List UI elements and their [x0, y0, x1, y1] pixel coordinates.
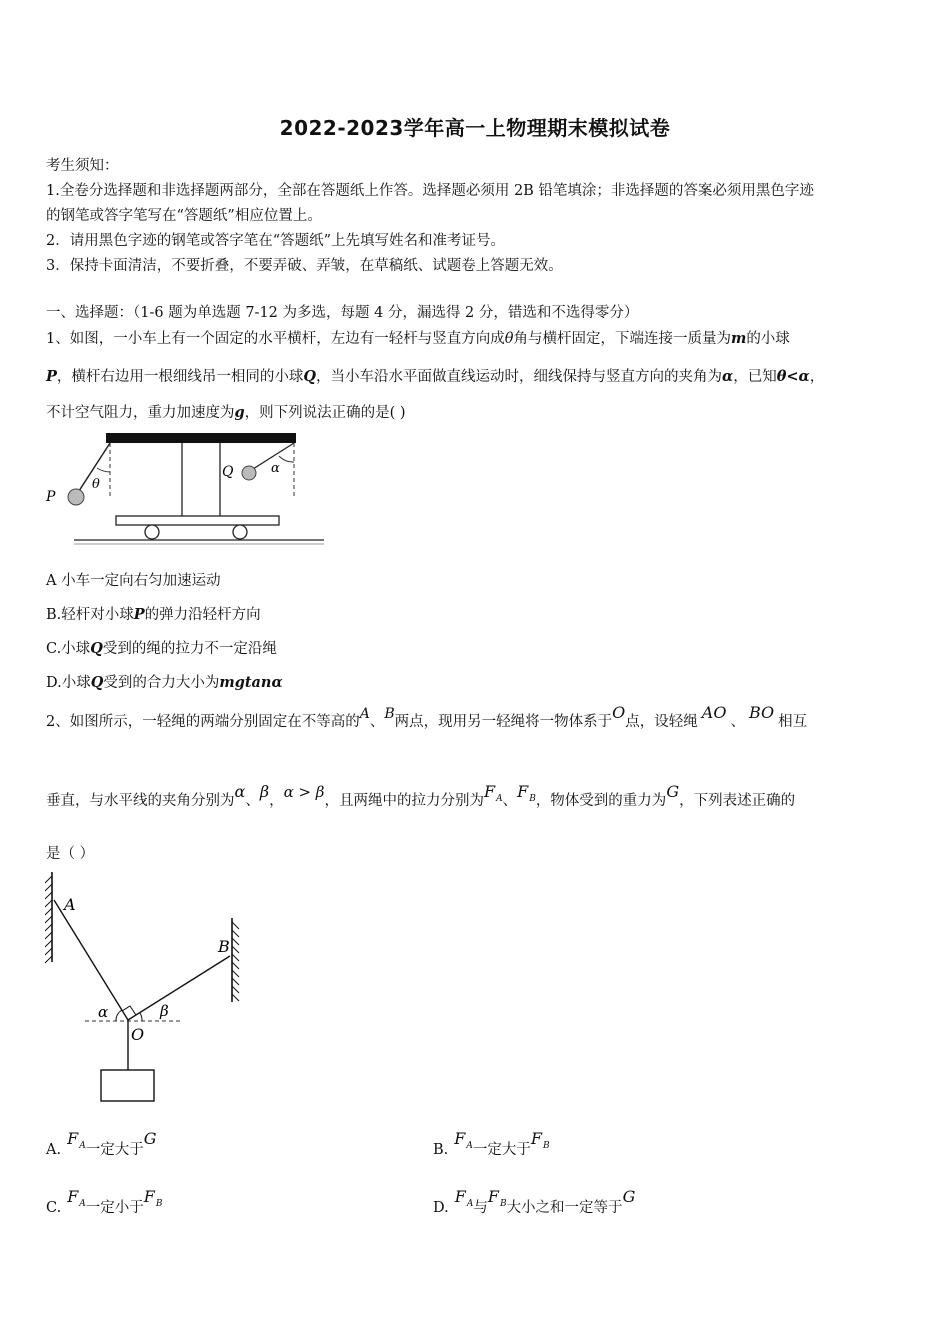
- notice-item-2: 2．请用黑色字迹的钢笔或答字笔在“答题纸”上先填写姓名和准考证号。: [46, 233, 506, 249]
- label-alpha: α: [271, 461, 280, 476]
- label-p: P: [46, 489, 56, 505]
- notice-heading: 考生须知：: [46, 158, 119, 174]
- rope-figure: [40, 870, 250, 1105]
- page-title: 2022-2023学年高一上物理期末模拟试卷: [279, 116, 671, 140]
- q1-line-2: P，横杆右边用一根细线吊一相同的小球Q，当小车沿水平面做直线运动时，细线保持与竖直方向的夹角为α，已知θ<α，: [46, 368, 825, 385]
- horizontal-bar: [106, 433, 296, 443]
- rope-bo: [128, 956, 230, 1020]
- notice-item-3: 3．保持卡面清洁，不要折叠，不要弄破、弄皱，在草稿纸、试题卷上答题无效。: [46, 258, 563, 274]
- q1-option-c: C.小球Q受到的绳的拉力不一定沿绳: [46, 640, 277, 657]
- q2-line-1: 2、如图所示，一轻绳的两端分别固定在不等高的A、B两点，现用另一轻绳将一物体系于O点，设轻绳 AO 、 BO 相互: [46, 703, 808, 730]
- q2-line-3: 是（ ）: [46, 846, 95, 862]
- section-heading: 一、选择题：（1-6 题为单选题 7-12 为多选，每题 4 分，漏选得 2 分，错选和不选得零分）: [46, 305, 639, 321]
- q2-option-c: $C.F^A$一定小于$F^B$: [46, 1187, 163, 1216]
- label-b: B: [218, 937, 230, 956]
- q2-option-d: $D.F^A$与$F^B$大小之和一定等于G: [433, 1187, 636, 1216]
- wheel-right: [233, 525, 247, 539]
- label-beta: β: [160, 1002, 169, 1020]
- q1-line-1: 1、如图，一小车上有一个固定的水平横杆，左边有一轻杆与竖直方向成θ角与横杆固定，下端连接一质量为m的小球: [46, 330, 790, 347]
- label-theta: θ: [92, 477, 100, 492]
- wall-right-hatch: [232, 922, 239, 1001]
- q1-line-3: 不计空气阻力，重力加速度为g，则下列说法正确的是( ): [46, 404, 406, 421]
- label-q: Q: [222, 464, 234, 480]
- ball-q: [242, 466, 256, 480]
- q1-option-a: A 小车一定向右匀加速运动: [46, 573, 221, 589]
- alpha-arc: [116, 1010, 122, 1021]
- notice-item-1b: 的钢笔或答字笔写在“答题纸”相应位置上。: [46, 208, 322, 224]
- theta-arc: [97, 468, 110, 472]
- label-a: A: [64, 895, 76, 914]
- cart-figure: [44, 430, 326, 552]
- weight-box: [101, 1070, 154, 1101]
- notice-item-1a: 1.全卷分选择题和非选择题两部分，全部在答题纸上作答。选择题必须用 2B 铅笔填涂；非选择题的答案必须用黑色字迹: [46, 183, 814, 199]
- q1-option-b: B.轻杆对小球P的弹力沿轻杆方向: [46, 606, 261, 623]
- q2-option-a: $A.F^A$一定大于G: [46, 1129, 157, 1158]
- q2-option-b: $B.F^A$一定大于$F^B$: [433, 1129, 550, 1158]
- wall-left-hatch: [45, 876, 52, 963]
- q1-option-d: D.小球Q受到的合力大小为mgtanα: [46, 674, 283, 691]
- q2-line-2: 垂直，与水平线的夹角分别为α、β，α > β，且两绳中的拉力分别为$F^A$、$F^B$，物体受到的重力为G，下列表述正确的: [46, 782, 796, 809]
- wheel-left: [145, 525, 159, 539]
- label-alpha: α: [98, 1003, 109, 1021]
- label-o: O: [131, 1025, 145, 1044]
- rope-ao: [54, 900, 128, 1020]
- ball-p: [68, 489, 84, 505]
- cart-platform: [116, 516, 279, 525]
- alpha-arc: [279, 456, 294, 462]
- beta-arc: [140, 1013, 142, 1021]
